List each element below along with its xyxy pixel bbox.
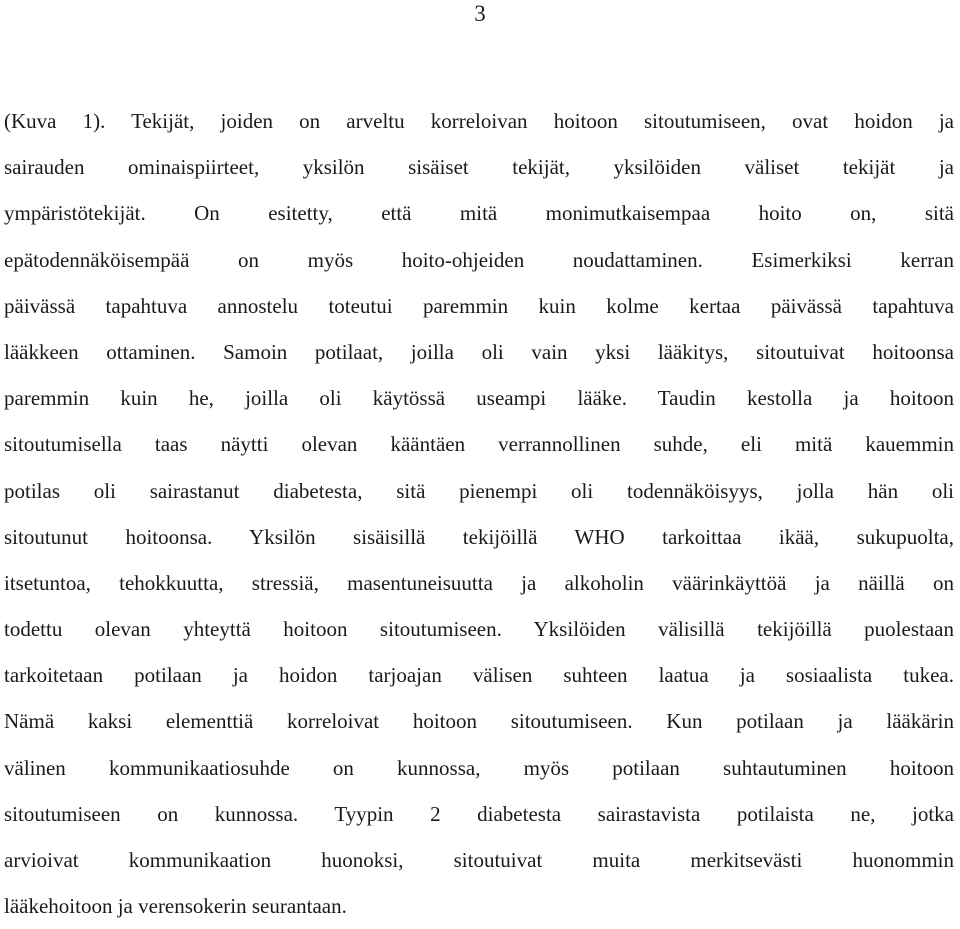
text-line: paremmin kuin he, joilla oli käytössä useampi lääke. Taudin kestolla ja hoitoon: [4, 386, 954, 411]
text-line: välinen kommunikaatiosuhde on kunnossa, myös potilaan suhtautuminen hoitoon: [4, 755, 954, 780]
text-line: sitoutumiseen on kunnossa. Tyypin 2 diabetesta sairastavista potilaista ne, jotka: [4, 801, 954, 826]
text-line: päivässä tapahtuva annostelu toteutui paremmin kuin kolme kertaa päivässä tapahtuva: [4, 293, 954, 318]
text-line: potilas oli sairastanut diabetesta, sitä pienempi oli todennäköisyys, jolla hän oli: [4, 478, 954, 503]
text-line: arvioivat kommunikaation huonoksi, sitoutuivat muita merkitsevästi huonommin: [4, 848, 954, 872]
text-line: tarkoitetaan potilaan ja hoidon tarjoajan välisen suhteen laatua ja sosiaalista tukea.: [4, 663, 954, 688]
text-line: sitoutumisella taas näytti olevan kääntäen verrannollinen suhde, eli mitä kauemmin: [4, 432, 954, 457]
text-line: (Kuva 1). Tekijät, joiden on arveltu korreloivan hoitoon sitoutumiseen, ovat hoidon ja: [4, 109, 954, 133]
text-line: Nämä kaksi elementtiä korreloivat hoitoon sitoutumiseen. Kun potilaan ja lääkärin: [4, 709, 954, 734]
text-line: lääkkeen ottaminen. Samoin potilaat, joilla oli vain yksi lääkitys, sitoutuivat hoitoonsa: [4, 339, 954, 364]
text-line: ympäristötekijät. On esitetty, että mitä monimutkaisempaa hoito on, sitä: [4, 201, 954, 226]
text-line: todettu olevan yhteyttä hoitoon sitoutumiseen. Yksilöiden välisillä tekijöillä puolestaan: [4, 617, 954, 642]
text-line: sairauden ominaispiirteet, yksilön sisäiset tekijät, yksilöiden väliset tekijät ja: [4, 155, 954, 180]
text-line-last: lääkehoitoon ja verensokerin seurantaan.: [4, 894, 347, 919]
text-line: sitoutunut hoitoonsa. Yksilön sisäisillä tekijöillä WHO tarkoittaa ikää, sukupuolta,: [4, 524, 954, 549]
text-line: epätodennäköisempää on myös hoito-ohjeiden noudattaminen. Esimerkiksi kerran: [4, 247, 954, 272]
page-number: 3: [474, 1, 486, 26]
text-line: itsetuntoa, tehokkuutta, stressiä, masentuneisuutta ja alkoholin väärinkäyttöä ja näillä on: [4, 570, 954, 595]
body-paragraph: [4, 98, 954, 929]
